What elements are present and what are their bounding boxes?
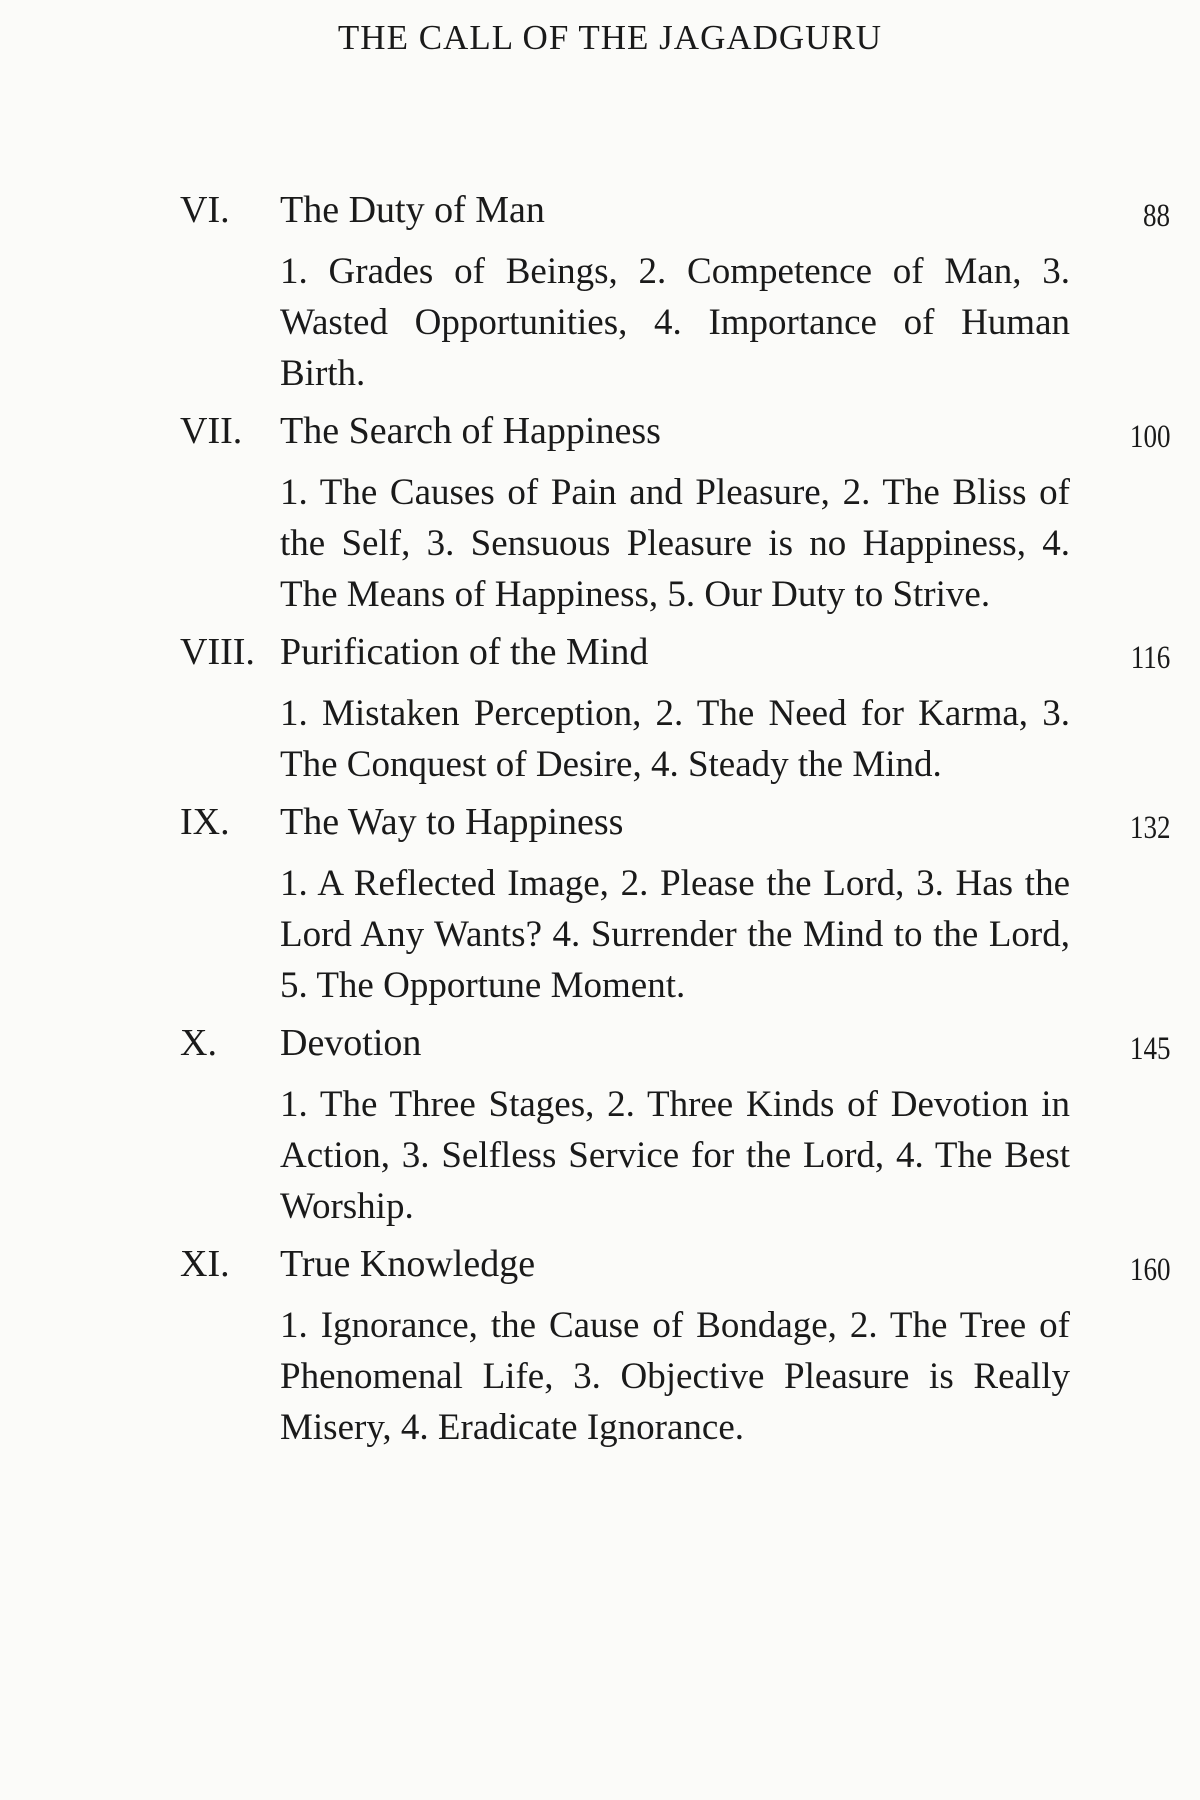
chapter-summary: 1. The Three Stages, 2. Three Kinds of Devotion in Action, 3. Selfless Service for the Lord, 4. The Best Worship. [280, 1084, 1070, 1227]
toc-entry-vi [180, 188, 1170, 399]
chapter-numeral: XI. [180, 1243, 230, 1285]
chapter-heading [180, 1242, 1170, 1298]
chapter-title: Purification of the Mind [280, 631, 649, 673]
chapter-heading [180, 188, 1170, 244]
chapter-numeral: IX. [180, 801, 230, 843]
chapter-summary: 1. Mistaken Perception, 2. The Need for Karma, 3. The Conquest of Desire, 4. Steady the Mind. [280, 693, 1070, 785]
chapter-summary: 1. The Causes of Pain and Pleasure, 2. The Bliss of the Self, 3. Sensuous Pleasure is no Happiness, 4. The Means of Happiness, 5. Our Duty to Strive. [280, 472, 1070, 615]
page-number: 132 [1129, 810, 1170, 846]
chapter-title: The Search of Happiness [280, 410, 661, 452]
chapter-title: True Knowledge [280, 1243, 536, 1285]
table-of-contents [180, 188, 1170, 1463]
chapter-numeral: VI. [180, 189, 230, 231]
toc-entry-xi [180, 1242, 1170, 1453]
chapter-summary: 1. A Reflected Image, 2. Please the Lord, 3. Has the Lord Any Wants? 4. Surrender the Mind to the Lord, 5. The Opportune Moment. [280, 863, 1070, 1006]
toc-entry-viii [180, 630, 1170, 790]
chapter-numeral: X. [180, 1022, 217, 1064]
page-number: 100 [1129, 419, 1170, 455]
chapter-heading [180, 1021, 1170, 1077]
chapter-summary: 1. Ignorance, the Cause of Bondage, 2. The Tree of Phenomenal Life, 3. Objective Pleasure is Really Misery, 4. Eradicate Ignorance. [280, 1305, 1070, 1448]
chapter-heading [180, 800, 1170, 856]
chapter-summary: 1. Grades of Beings, 2. Competence of Man, 3. Wasted Opportunities, 4. Importance of Human Birth. [280, 251, 1070, 394]
chapter-title: The Way to Happiness [280, 801, 624, 843]
page-number: 145 [1129, 1031, 1170, 1067]
page-number: 88 [1142, 198, 1170, 234]
toc-entry-vii [180, 409, 1170, 620]
chapter-title: Devotion [280, 1022, 422, 1064]
running-head: THE CALL OF THE JAGADGURU [337, 18, 883, 57]
page-number: 160 [1129, 1252, 1170, 1288]
chapter-title: The Duty of Man [280, 189, 545, 231]
page-number: 116 [1130, 640, 1170, 676]
chapter-heading [180, 409, 1170, 465]
chapter-heading [180, 630, 1170, 686]
chapter-numeral: VIII. [180, 631, 255, 673]
chapter-numeral: VII. [180, 410, 243, 452]
toc-entry-ix [180, 800, 1170, 1011]
toc-entry-x [180, 1021, 1170, 1232]
